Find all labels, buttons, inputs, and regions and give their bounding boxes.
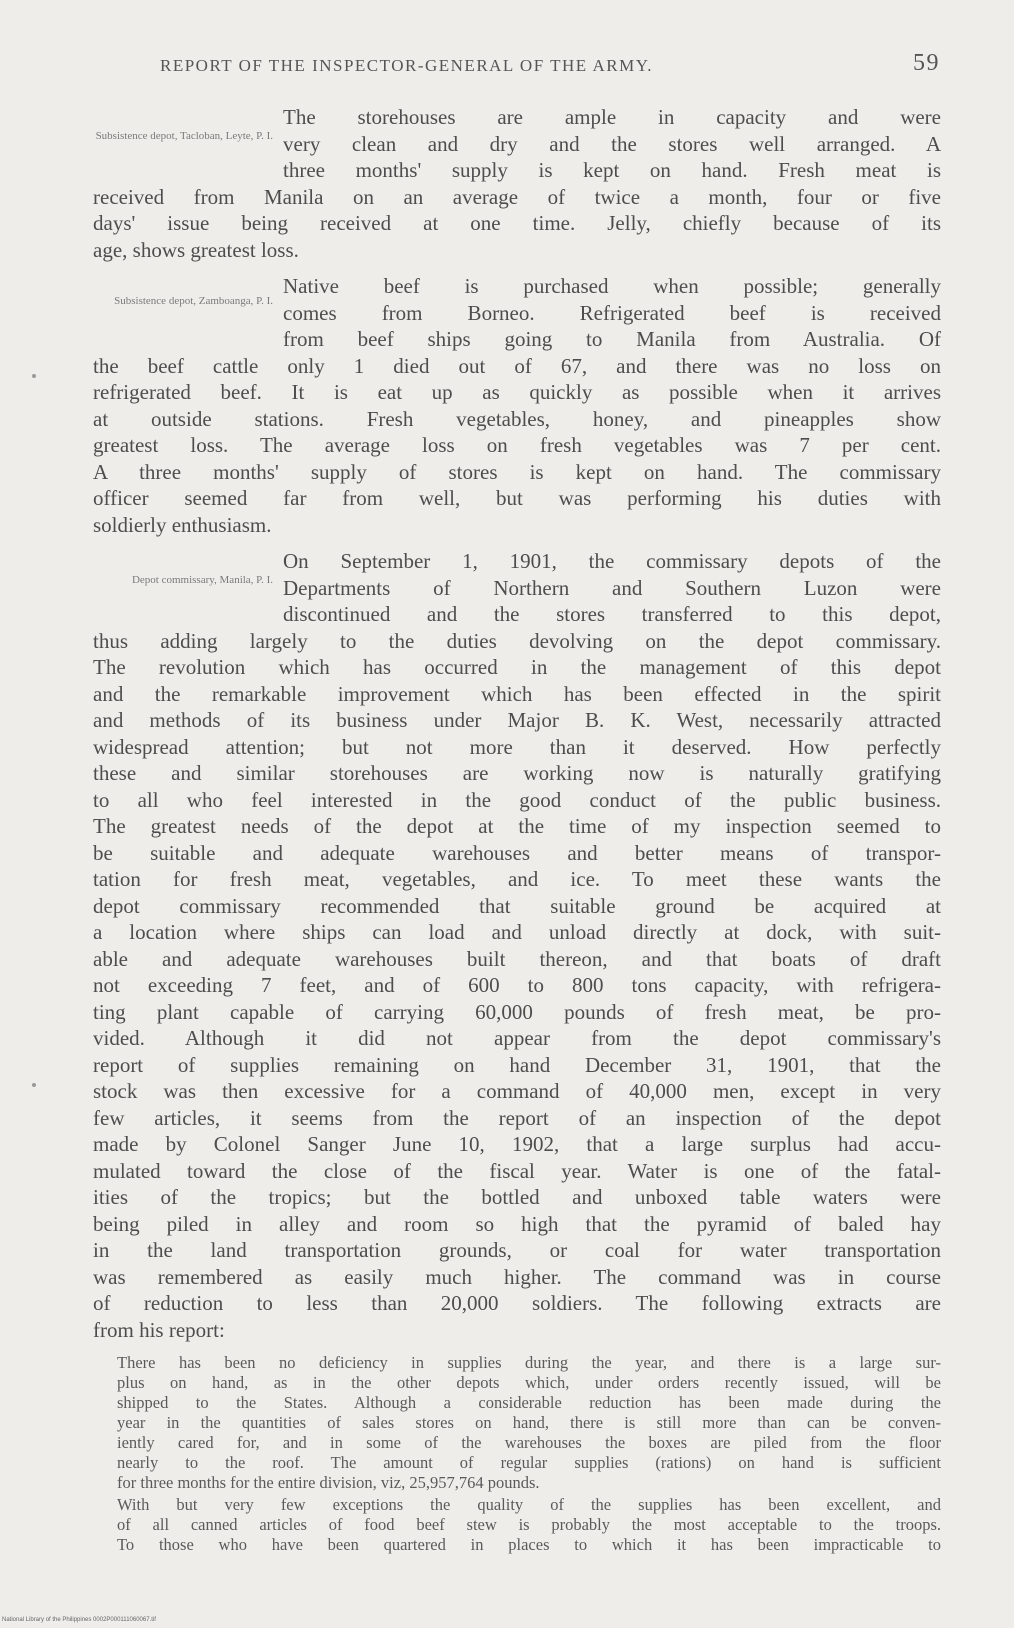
page-number: 59 (913, 50, 940, 76)
text-line: greatest loss. The average loss on fresh vegetables was 7 per cent. (93, 433, 941, 457)
text-line: With but very few exceptions the quality of the supplies has been excellent, and (117, 1495, 941, 1514)
margin-note-tacloban: Subsistence depot, Tacloban, Leyte, P. I. (95, 130, 273, 142)
text-line: a location where ships can load and unload directly at dock, with suit- (93, 920, 941, 944)
text-line: and the remarkable improvement which has been effected in the spirit (93, 681, 941, 706)
text-line: in the land transportation grounds, or coal for water transportation (93, 1238, 941, 1262)
text-line: soldierly enthusiasm. (93, 512, 272, 537)
text-line: The storehouses are ample in capacity and were (283, 105, 941, 129)
text-line: widespread attention; but not more than it deserved. How perfectly (93, 734, 941, 759)
body-text (93, 104, 941, 1555)
text-line: comes from Borneo. Refrigerated beef is received (283, 300, 941, 325)
text-line: ting plant capable of carrying 60,000 pounds of fresh meat, be pro- (93, 999, 941, 1024)
text-line: officer seemed far from well, but was performing his duties with (93, 486, 941, 510)
text-line: The revolution which has occurred in the management of this depot (93, 655, 941, 679)
text-line: made by Colonel Sanger June 10, 1902, that a large surplus had accu- (93, 1132, 941, 1156)
text-line: few articles, it seems from the report of an inspection of the depot (93, 1105, 941, 1130)
text-line: these and similar storehouses are working now is naturally gratifying (93, 761, 941, 785)
text-line: received from Manila on an average of twice a month, four or five (93, 184, 941, 209)
text-line: Departments of Northern and Southern Luzon were (283, 575, 941, 600)
text-line: discontinued and the stores transferred to this depot, (283, 602, 941, 626)
text-line: plus on hand, as in the other depots which, under orders recently issued, will be (117, 1373, 941, 1392)
paragraph-zamboanga (93, 273, 941, 538)
running-header (160, 50, 940, 80)
text-line: at outside stations. Fresh vegetables, honey, and pineapples show (93, 406, 941, 431)
text-line: nearly to the roof. The amount of regular supplies (rations) on hand is sufficient (117, 1453, 941, 1472)
quote-paragraph-1 (93, 1353, 941, 1493)
paragraph-manila-body (93, 628, 941, 1344)
text-line: for three months for the entire division, viz, 25,957,764 pounds. (117, 1473, 540, 1492)
text-line: shipped to the States. Although a considerable reduction has been made during the (117, 1393, 941, 1412)
text-line: On September 1, 1901, the commissary depots of the (283, 549, 941, 573)
text-line: vided. Although it did not appear from the depot commissary's (93, 1026, 941, 1050)
text-line: The greatest needs of the depot at the time of my inspection seemed to (93, 814, 941, 838)
text-line: of reduction to less than 20,000 soldiers. The following extracts are (93, 1291, 941, 1315)
text-line: age, shows greatest loss. (93, 237, 299, 262)
text-line: be suitable and adequate warehouses and better means of transpor- (93, 840, 941, 865)
text-line: very clean and dry and the stores well arranged. A (283, 131, 941, 156)
quote-paragraph-2 (93, 1495, 941, 1555)
paragraph-manila (93, 548, 941, 1343)
text-line: refrigerated beef. It is eat up as quickly as possible when it arrives (93, 380, 941, 404)
text-line: stock was then excessive for a command of 40,000 men, except in very (93, 1079, 941, 1103)
text-line: To those who have been quartered in places to which it has been impracticable to (117, 1535, 941, 1554)
text-line: days' issue being received at one time. Jelly, chiefly because of its (93, 211, 941, 235)
text-line: the beef cattle only 1 died out of 67, and there was no loss on (93, 353, 941, 378)
text-line: of all canned articles of food beef stew is probably the most acceptable to the troops. (117, 1515, 941, 1534)
text-line: from beef ships going to Manila from Australia. Of (283, 327, 941, 351)
scan-speck (32, 1083, 36, 1087)
text-line: Native beef is purchased when possible; generally (283, 274, 941, 298)
header-title: REPORT OF THE INSPECTOR-GENERAL OF THE ARMY. (160, 56, 654, 75)
text-line: mulated toward the close of the fiscal year. Water is one of the fatal- (93, 1158, 941, 1183)
text-line: not exceeding 7 feet, and of 600 to 800 tons capacity, with refrigera- (93, 973, 941, 997)
text-line: tation for fresh meat, vegetables, and ice. To meet these wants the (93, 867, 941, 891)
text-line: thus adding largely to the duties devolving on the depot commissary. (93, 628, 941, 653)
text-line: There has been no deficiency in supplies during the year, and there is a large sur- (117, 1353, 941, 1372)
text-line: being piled in alley and room so high that the pyramid of baled hay (93, 1211, 941, 1236)
text-line: iently cared for, and in some of the warehouses the boxes are piled from the floor (117, 1433, 941, 1452)
text-line: report of supplies remaining on hand December 31, 1901, that the (93, 1052, 941, 1077)
scan-footer: National Library of the Philippines 0002P000111060067.tif (2, 1617, 156, 1623)
text-line: from his report: (93, 1317, 225, 1342)
text-line: able and adequate warehouses built thereon, and that boats of draft (93, 946, 941, 971)
text-line: three months' supply is kept on hand. Fresh meat is (283, 158, 941, 182)
paragraph-tacloban (93, 104, 941, 263)
text-line: depot commissary recommended that suitable ground be acquired at (93, 893, 941, 918)
text-line: and methods of its business under Major B. K. West, necessarily attracted (93, 708, 941, 732)
margin-note-zamboanga: Subsistence depot, Zamboanga, P. I. (114, 295, 273, 307)
text-line: A three months' supply of stores is kept on hand. The commissary (93, 459, 941, 484)
quoted-extract (93, 1353, 941, 1555)
text-line: ities of the tropics; but the bottled and unboxed table waters were (93, 1185, 941, 1209)
text-line: was remembered as easily much higher. The command was in course (93, 1264, 941, 1289)
scan-speck (32, 374, 36, 378)
margin-note-manila: Depot commissary, Manila, P. I. (131, 574, 273, 586)
text-line: year in the quantities of sales stores on hand, there is still more than can be conven- (117, 1413, 941, 1432)
text-line: to all who feel interested in the good conduct of the public business. (93, 787, 941, 812)
